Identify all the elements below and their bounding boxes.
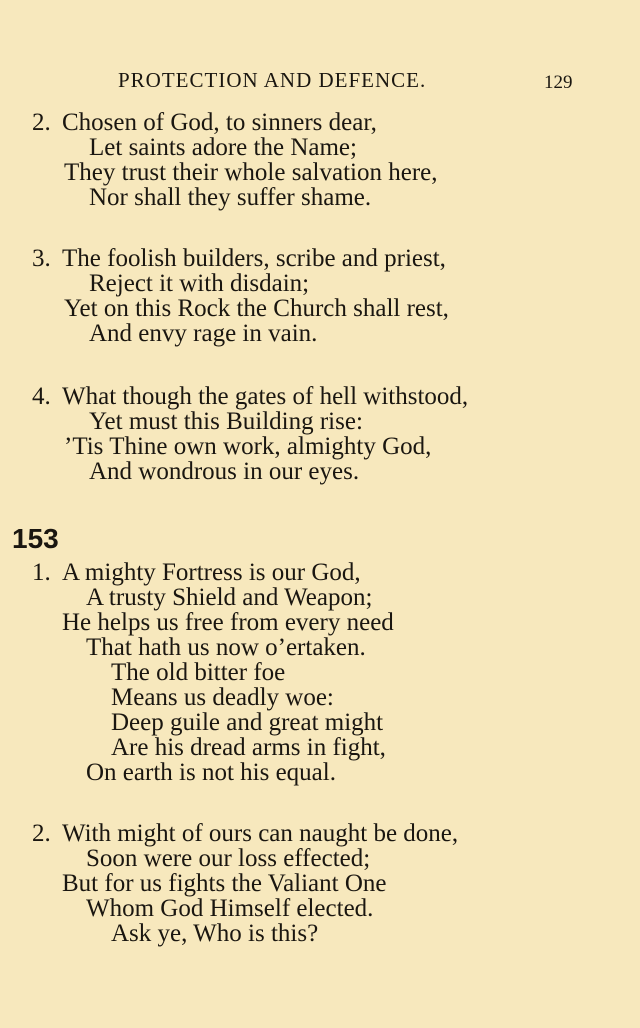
verse-line: 2. With might of ours can naught be done, xyxy=(32,820,459,847)
verse-line: Yet on this Rock the Church shall rest, xyxy=(64,295,449,322)
verse-line: On earth is not his equal. xyxy=(86,759,336,786)
verse-line: The old bitter foe xyxy=(111,659,286,686)
verse-line: A trusty Shield and Weapon; xyxy=(86,584,373,611)
verse-number: 2. xyxy=(32,820,51,847)
verse-line: Ask ye, Who is this? xyxy=(111,920,319,947)
running-title: PROTECTION AND DEFENCE. xyxy=(118,68,427,92)
verse-line: Let saints adore the Name; xyxy=(89,134,357,161)
verse-line: And envy rage in vain. xyxy=(89,320,318,347)
verse-line: And wondrous in our eyes. xyxy=(89,458,360,485)
verse-line: 4. What though the gates of hell withstood, xyxy=(32,383,469,410)
page-number: 129 xyxy=(544,72,573,93)
verse-line: 1. A mighty Fortress is our God, xyxy=(32,559,361,586)
verse-number: 1. xyxy=(32,559,51,586)
verse-line: Soon were our loss effected; xyxy=(86,845,371,872)
verse-line: But for us fights the Valiant One xyxy=(62,870,387,897)
verse-line: 2. Chosen of God, to sinners dear, xyxy=(32,109,377,136)
verse-line: 3. The foolish builders, scribe and priest, xyxy=(32,245,446,272)
verse-line: Are his dread arms in fight, xyxy=(111,734,386,761)
verse-line: Means us deadly woe: xyxy=(111,684,334,711)
verse-number: 4. xyxy=(32,383,51,410)
verse-line: Deep guile and great might xyxy=(111,709,384,736)
verse-line: That hath us now o’ertaken. xyxy=(86,634,366,661)
verse-line: Reject it with disdain; xyxy=(89,270,310,297)
verse-line: He helps us free from every need xyxy=(62,609,394,636)
verse-number: 2. xyxy=(32,109,51,136)
verse-line: Whom God Himself elected. xyxy=(86,895,374,922)
verse-line: Nor shall they suffer shame. xyxy=(89,184,372,211)
verse-number: 3. xyxy=(32,245,51,272)
verse-line: They trust their whole salvation here, xyxy=(64,159,438,186)
verse-line: ’Tis Thine own work, almighty God, xyxy=(64,433,432,460)
page-header xyxy=(0,68,640,98)
hymn-number: 153 xyxy=(12,523,59,554)
verse-line: Yet must this Building rise: xyxy=(89,408,363,435)
